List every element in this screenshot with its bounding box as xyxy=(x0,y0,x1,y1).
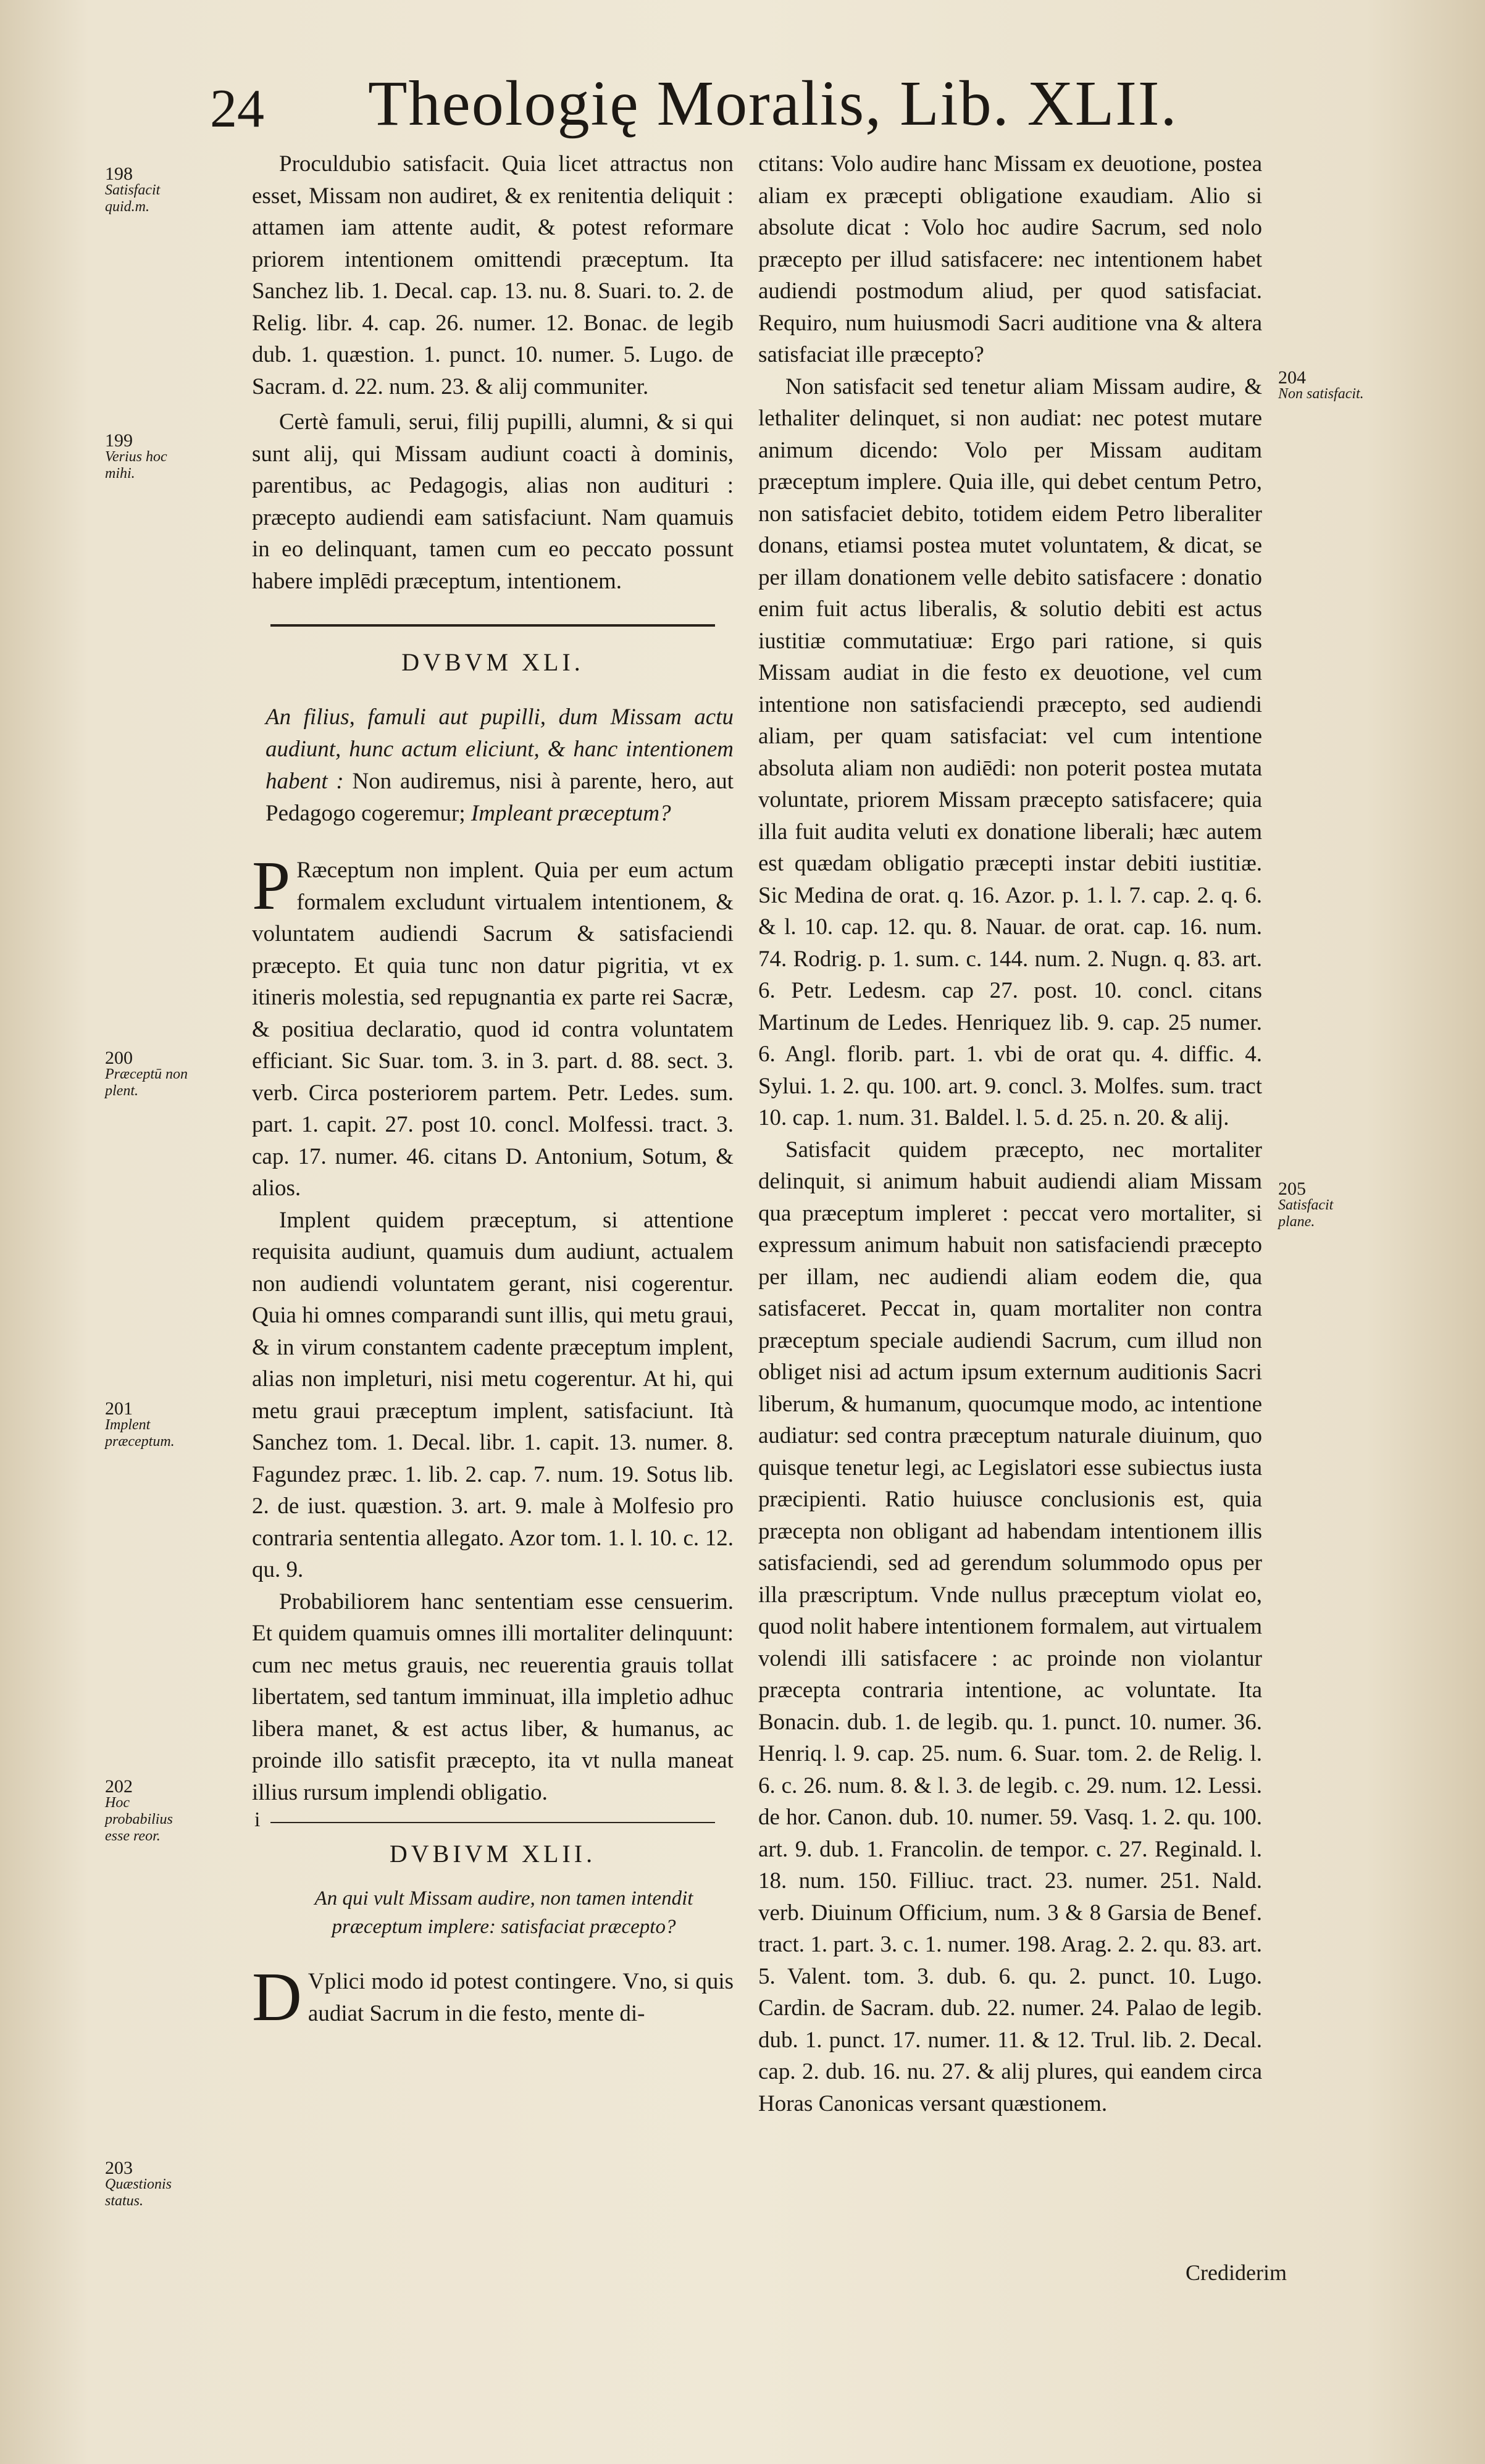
paragraph-201: Implent quidem præceptum, si attentione requisita audiunt, quamuis dum audiunt, actualem non audiendi voluntatem gerant, nisi cogerentur. Quia hi omnes comparandi sunt illis, qui metu graui, & in virum constantem cadente præceptum implent, alias non impleturi, nisi metu cogerentur. At hi, qui metu graui præceptum implent, satisfaciunt. Ità Sanchez tom. 1. Decal. libr. 1. capit. 13. numer. 8. Fagundez præc. 1. lib. 2. cap. 7. num. 19. Sotus lib. 2. de iust. quæstion. 3. art. 9. male à Molfesio pro contraria sententia allegato. Azor tom. 1. l. 10. c. 12. qu. 9. xyxy=(252,1207,734,1582)
section-rule xyxy=(270,624,715,627)
paragraph-203-text: Vplici modo id potest contingere. Vno, si quis audiat Sacrum in die festo, mente di- xyxy=(307,1969,734,2026)
dubium-42-question: An qui vult Missam audire, non tamen intendit præceptum implere: satisfaciat præcepto? xyxy=(314,1887,693,1938)
dubium-41-title: DVBVM XLI. xyxy=(401,648,584,676)
margin-note-198: 198 Satisfacit quid.m. xyxy=(105,164,161,215)
catchword: Crediderim xyxy=(1186,2260,1287,2285)
section-rule-small xyxy=(254,1808,715,1831)
dubium-42-title: DVBIVM XLII. xyxy=(389,1840,596,1868)
paragraph-205: Satisfacit quidem præcepto, nec mortaliter delinquit, si animum habuit audiendi aliam Missam qua præceptum impleret : peccat vero mortaliter, si expressum animum habuit non satisfaciendi præcepto per illam, nec audiendi aliam eodem die, qua satisfaceret. Peccat in, quam mortaliter non contra præceptum speciale audiendi Sacrum, cum illud non obliget nisi ad actum ipsum externum auditionis Sacri liberum, & humanum, quocumque modo, ac intentione audiatur: sed contra præceptum naturale diuinum, quo quisque tenetur legi, ac Legislatori esse subiectus iusta præcipienti. Ratio huiusce conclusionis est, quia præcepta non obligant ad habendam intentionem illis satisfaciendi, sed ad gerendum solummodo opus per illa præscriptum. Vnde nullus præceptum violat eo, quod nolit habere intentionem formalem, aut virtualem volendi illi satisfacere : ac proinde non violantur præcepta contraria intentione, ac voluntate. Ita Bonacin. dub. 1. de legib. qu. 1. punct. 10. numer. 36. Henriq. l. 9. cap. 25. num. 6. Suar. tom. 2. de Relig. l. 6. c. 26. num. 8. & l. 3. de legib. c. 29. num. 12. Lessi. de hor. Canon. dub. 10. numer. 59. Vasq. 1. 2. qu. 100. art. 9. dub. 1. Francolin. de tempor. c. 27. Reginald. l. 18. num. 150. Filliuc. tract. 23. numer. 251. Nald. verb. Diuinum Officium, num. 3 & 8 Garsia de Benef. tract. 1. part. 3. c. 1. numer. 198. Arag. 2. 2. qu. 83. art. 5. Valent. tom. 3. dub. 6. qu. 2. punct. 10. Lugo. Cardin. de Sacram. dub. 22. numer. 24. Palao de legib. dub. 1. punct. 17. numer. 11. & 12. Trul. lib. 2. Decal. cap. 2. dub. 16. nu. 27. & alij plures, qui eandem circa Horas Canonicas versant quæstionem. xyxy=(758,1137,1262,2116)
question-end: Impleant præceptum? xyxy=(465,801,671,826)
question-roman: Non audiremus, nisi à parente, hero, aut Pedagogo cogeremur; xyxy=(266,769,734,826)
margin-note-200: 200 Præceptū non plent. xyxy=(105,1048,188,1099)
margin-note-202: 202 Hoc probabilius esse reor. xyxy=(105,1776,173,1844)
rule-mark: i xyxy=(254,1808,261,1831)
paragraph-198: Proculdubio satisfacit. Quia licet attractus non esset, Missam non audiret, & ex renitentia deliquit : attamen iam attente audit, & potest reformare priorem intentionem omittendi præceptum. Ita Sanchez lib. 1. Decal. cap. 13. nu. 8. Suari. to. 2. de Relig. libr. 4. cap. 26. numer. 12. Bonac. de legib dub. 1. quæstion. 1. punct. 10. numer. 5. Lugo. de Sacram. d. 22. num. 23. & alij communiter. xyxy=(252,151,734,399)
paragraph-200 xyxy=(252,848,734,1205)
page-number: 24 xyxy=(210,79,264,139)
margin-note-204: 204 Non satisfacit. xyxy=(1278,367,1364,402)
margin-note-199: 199 Verius hoc mihi. xyxy=(105,430,167,482)
paragraph-199: Certè famuli, serui, filij pupilli, alumni, & si qui sunt alij, qui Missam audiunt coacti à dominis, parentibus, ac Pedagogis, alias non audituri : præcepto audiendi eam satisfaciunt. Nam quamuis in eo delinquant, tamen cum eo peccato possunt habere implēdi præceptum, intentionem. xyxy=(252,409,734,594)
margin-note-201: 201 Implent præceptum. xyxy=(105,1398,175,1450)
paragraph-204: Non satisfacit sed tenetur aliam Missam audire, & lethaliter delinquet, si non audiat: nec potest mutare animum dicendo: Volo per Missam auditam præceptum implere. Quia ille, qui debet centum Petro, non satisfaciet debito, totidem eidem Petro liberaliter donans, etiamsi postea mutet voluntatem, & dicat, se per illam donationem velle debito satisfacere : donatio enim fuit actus liberalis, & solutio debiti est actus iustitiæ commutatiuæ: Ergo pari ratione, si quis Missam audiat in die festo ex deuotione, vel cum intentione non satisfaciendi præcepto, sed audiendi aliam, per quam satisfaciat: vel cum intentione absoluta aliam non audiēdi: non poterit postea mutata voluntate, priorem Missam præcepto satisfacere; quia illa fuit audita veluti ex donatione liberali; hæc autem est quædam obligatio præcepti instar debiti iustitiæ. Sic Medina de orat. q. 16. Azor. p. 1. l. 7. cap. 2. q. 6. & l. 10. cap. 12. qu. 8. Nauar. de orat. cap. 16. num. 74. Rodrig. p. 1. sum. c. 144. num. 2. Nugn. q. 83. art. 6. Petr. Ledesm. cap 27. post. 10. concl. citans Martinum de Ledes. Henriquez lib. 9. cap. 25 numer. 6. Angl. florib. part. 1. vbi de orat qu. 4. diffic. 4. Sylui. 1. 2. qu. 100. art. 9. concl. 3. Molfes. sum. tract 10. cap. 1. num. 31. Baldel. l. 5. d. 25. n. 20. & alij. xyxy=(758,374,1262,1130)
dubium-41-question xyxy=(252,701,734,830)
drop-cap-d: D xyxy=(252,1959,302,2036)
margin-note-205: 205 Satisfacit plane. xyxy=(1278,1179,1334,1230)
margin-note-203: 203 Quæstionis status. xyxy=(105,2158,172,2209)
drop-cap-p: P xyxy=(252,848,291,924)
running-title: Theologię Moralis, Lib. XLII. xyxy=(368,68,1178,139)
paragraph-200-text: Ræceptum non implent. Quia per eum actum formalem excludunt virtualem intentionem, & voluntatem audiendi Sacrum & satisfaciendi præcepto. Et quia tunc non datur pigritia, vt ex itineris molestia, sed repugnantia ex parte rei Sacræ, & positiua declaratio, quod id contra voluntatem efficiant. Sic Suar. tom. 3. in 3. part. d. 88. sect. 3. verb. Circa posteriorem partem. Petr. Ledes. sum. part. 1. capit. 27. post 10. concl. Molfessi. tract. 3. cap. 17. numer. 46. citans D. Antonium, Sotum, & alios. xyxy=(252,858,734,1201)
paragraph-203-continued: ctitans: Volo audire hanc Missam ex deuotione, postea aliam ex præcepti obligatione exaudiam. Alio si absolute dicat : Volo hoc audire Sacrum, sed nolo præcepto per illud satisfacere: nec intentionem habet audiendi postmodum aliud, per quod satisfaciat. Requiro, num huiusmodi Sacri auditione vna & altera satisfaciat ille præcepto? xyxy=(758,151,1262,367)
left-column xyxy=(252,148,734,2036)
paragraph-202: Probabiliorem hanc sententiam esse censuerim. Et quidem quamuis omnes illi mortaliter delinquunt: cum nec metus grauis, nec reuerentia grauis tollat libertatem, sed tantum imminuat, illa impletio adhuc libera manet, & est actus liber, & humanus, ac proinde illo satisfit præcepto, ita vt nulla maneat illius rursum implendi obligatio. xyxy=(252,1589,734,1805)
right-column xyxy=(758,148,1262,2119)
paragraph-203 xyxy=(252,1959,734,2036)
page-header xyxy=(210,67,1476,139)
question-italic: An filius, famuli aut pupilli, dum Missam actu audiunt, hunc actum eliciunt, & hanc intentionem habent : xyxy=(266,704,734,794)
